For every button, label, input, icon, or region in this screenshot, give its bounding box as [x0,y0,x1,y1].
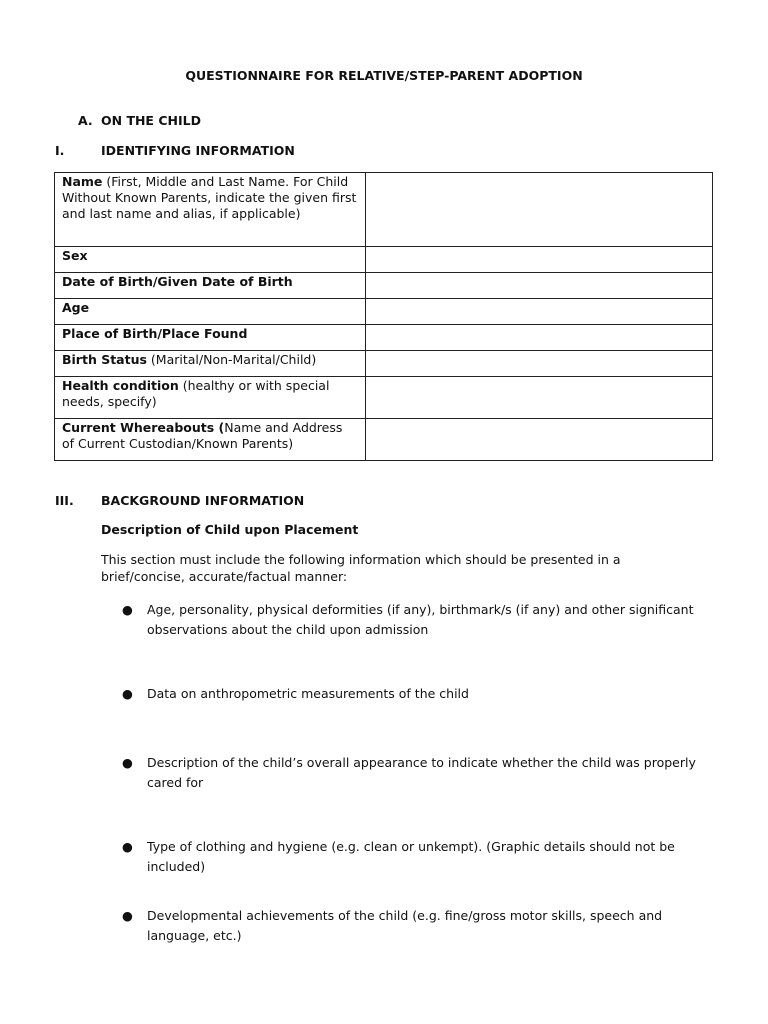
row-label-bold: Date of Birth/Given Date of Birth [62,274,293,289]
bullet-icon: ● [122,908,133,923]
row-label-bold: Birth Status [62,352,147,367]
section-a-label: ON THE CHILD [101,113,201,128]
list-item-text: Type of clothing and hygiene (e.g. clean or unkempt). (Graphic details should not be included) [147,839,675,874]
bullet-icon: ● [122,755,133,770]
row-value-cell[interactable] [366,325,713,351]
table-row [55,377,713,419]
section-a-heading [78,113,201,128]
section-3-heading [55,493,304,508]
list-item-text: Description of the child’s overall appearance to indicate whether the child was properly cared for [147,755,696,790]
row-value-cell[interactable] [366,351,713,377]
row-label [55,247,366,273]
row-label [55,273,366,299]
row-label-bold: Place of Birth/Place Found [62,326,248,341]
row-label [55,325,366,351]
section-1-label: IDENTIFYING INFORMATION [101,143,295,158]
row-value-cell[interactable] [366,173,713,247]
intro-paragraph: This section must include the following information which should be presented in a brief/concise, accurate/factual manner: [101,552,621,584]
row-label-bold: Name [62,174,103,189]
row-label-detail: (First, Middle and Last Name. For Child Without Known Parents, indicate the given first and last name and alias, if applicable) [62,174,357,221]
table-row [55,351,713,377]
row-label-detail: (Marital/Non-Marital/Child) [146,352,317,367]
row-label-bold: Current Whereabouts ( [62,420,225,435]
list-item-text: Developmental achievements of the child (e.g. fine/gross motor skills, speech and language, etc.) [147,908,663,943]
row-label [55,299,366,325]
row-value-cell[interactable] [366,247,713,273]
row-value-cell[interactable] [366,273,713,299]
row-label [55,377,366,419]
identifying-information-table [54,172,713,461]
table-row [55,299,713,325]
table-row [55,173,713,247]
list-item-text: Data on anthropometric measurements of the child [147,686,469,701]
row-label-bold: Sex [62,248,88,263]
document-title: QUESTIONNAIRE FOR RELATIVE/STEP-PARENT ADOPTION [185,68,583,83]
section-1-heading [55,143,295,158]
section-3-marker: III. [55,493,74,508]
section-1-marker: I. [55,143,65,158]
row-label [55,351,366,377]
table-row [55,247,713,273]
table-row [55,273,713,299]
row-value-cell[interactable] [366,299,713,325]
subheading: Description of Child upon Placement [101,522,359,537]
bullet-icon: ● [122,839,133,854]
table-row [55,325,713,351]
row-value-cell[interactable] [366,419,713,461]
row-label-detail: Name and Address of Current Custodian/Known Parents) [62,420,343,451]
row-label-bold: Health condition [62,378,179,393]
list-item-text: Age, personality, physical deformities (if any), birthmark/s (if any) and other significant observations about the child upon admission [147,602,694,637]
row-value-cell[interactable] [366,377,713,419]
section-a-marker: A. [78,113,93,128]
row-label [55,419,366,461]
bullet-icon: ● [122,686,133,701]
row-label-bold: Age [62,300,90,315]
row-label-detail: (healthy or with special needs, specify) [62,378,330,409]
section-3-label: BACKGROUND INFORMATION [101,493,305,508]
table-row [55,419,713,461]
bullet-icon: ● [122,602,133,617]
row-label [55,173,366,247]
